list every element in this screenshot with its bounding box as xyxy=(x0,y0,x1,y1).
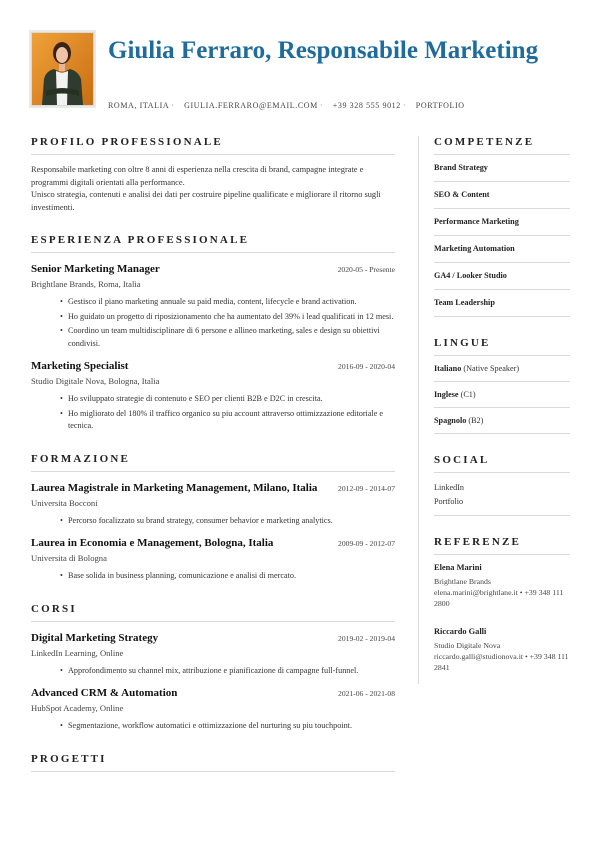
entry-provider: HubSpot Academy, Online xyxy=(31,703,124,713)
bullet-item: • Coordino un team multidisciplinare di 6 persone e allineo marketing, sales e design su obiettivi condivisi. xyxy=(60,325,395,350)
profile-line: Responsabile marketing con oltre 8 anni di esperienza nella crescita di brand, campagne integrate e programmi digitali orientati alla performance. xyxy=(31,165,364,187)
entry-bullets xyxy=(31,720,395,733)
section-title-references: REFERENZE xyxy=(434,536,570,555)
reference-company: Studio Digitale Nova xyxy=(434,641,501,650)
separator-dot: · xyxy=(171,101,175,110)
education-section xyxy=(31,453,395,583)
entry-institution: Universita di Bologna xyxy=(31,553,107,563)
entry-bullets xyxy=(31,570,395,583)
entry-bullets xyxy=(31,515,395,528)
entry-provider: LinkedIn Learning, Online xyxy=(31,647,124,658)
entry-course: Digital Marketing Strategy xyxy=(31,631,159,644)
sidebar xyxy=(434,136,570,673)
skill-item: GA4 / Looker Studio xyxy=(434,263,570,290)
section-title-education: FORMAZIONE xyxy=(31,453,395,472)
profile-photo xyxy=(31,32,94,106)
entry-organization: Studio Digitale Nova, Bologna, Italia xyxy=(31,376,160,386)
entry-dates: 2020-05 - Presente xyxy=(337,265,395,274)
social-link-linkedin[interactable]: LinkedIn xyxy=(434,483,465,492)
education-entry xyxy=(31,536,395,583)
reference-company: Brightlane Brands xyxy=(434,577,491,586)
entry-degree: Laurea in Economia e Management, Bologna, Italia xyxy=(31,537,274,549)
entry-dates: 2009-09 - 2012-07 xyxy=(338,539,395,548)
profile-section xyxy=(31,136,395,214)
language-level: (Native Speaker) xyxy=(463,364,520,373)
reference-contact: elena.marini@brightlane.it • +39 348 111 2800 xyxy=(434,588,564,608)
language-item xyxy=(434,408,570,434)
entry-organization: Brightlane Brands, Roma, Italia xyxy=(31,279,141,289)
entry-role: Senior Marketing Manager xyxy=(31,263,160,275)
courses-section xyxy=(31,603,395,733)
contact-email[interactable]: GIULIA.FERRARO@EMAIL.COM xyxy=(184,101,318,110)
entry-dates: 2021-06 - 2021-08 xyxy=(338,689,395,698)
bullet-item: • Base solida in business planning, comunicazione e analisi di mercato. xyxy=(60,570,395,583)
profile-summary xyxy=(31,164,395,214)
social-link-portfolio[interactable]: Portfolio xyxy=(434,497,464,506)
bullet-item: • Ho migliorato del 180% il traffico organico su piu account attraverso ottimizzazione editoriale e tecnica. xyxy=(60,408,395,433)
entry-dates: 2019-02 - 2019-04 xyxy=(338,633,395,643)
language-name: Italiano xyxy=(434,364,462,373)
language-name: Inglese xyxy=(434,390,459,399)
entry-bullets xyxy=(31,393,395,433)
bullet-item: • Ho guidato un progetto di riposizionamento che ha aumentato del 39% i lead qualificati in 12 mesi. xyxy=(60,311,395,324)
section-title-courses: CORSI xyxy=(31,603,395,622)
social-list xyxy=(434,473,570,516)
reference-contact: riccardo.galli@studionova.it • +39 348 111 2841 xyxy=(434,652,569,672)
language-name: Spagnolo xyxy=(434,416,467,425)
section-title-projects: PROGETTI xyxy=(31,753,395,772)
contact-location: ROMA, ITALIA xyxy=(108,101,170,110)
entry-bullets xyxy=(31,665,395,678)
section-title-profile: PROFILO PROFESSIONALE xyxy=(31,136,395,155)
education-entry xyxy=(31,481,395,528)
references-section xyxy=(434,536,570,673)
bullet-item: • Gestisco il piano marketing annuale su paid media, content, lifecycle e brand activation. xyxy=(60,296,395,309)
experience-section xyxy=(31,234,395,433)
skill-item: Performance Marketing xyxy=(434,209,570,236)
social-section xyxy=(434,454,570,516)
contact-phone[interactable]: +39 328 555 9012 xyxy=(332,101,401,110)
bullet-item: • Percorso focalizzato su brand strategy, consumer behavior e marketing analytics. xyxy=(60,515,395,528)
language-item xyxy=(434,382,570,408)
section-title-experience: ESPERIENZA PROFESSIONALE xyxy=(31,234,395,253)
bullet-item: • Segmentazione, workflow automatici e ottimizzazione del nurturing su piu touchpoint. xyxy=(60,720,395,733)
language-level: (B2) xyxy=(468,416,484,425)
languages-section xyxy=(434,337,570,434)
reference-name: Riccardo Galli xyxy=(434,627,487,636)
skill-item: SEO & Content xyxy=(434,182,570,209)
reference-item xyxy=(434,619,570,673)
course-entry xyxy=(31,686,395,733)
section-title-languages: LINGUE xyxy=(434,337,570,356)
entry-dates: 2016-09 - 2020-04 xyxy=(338,362,395,371)
bullet-item: • Ho sviluppato strategie di contenuto e SEO per clienti B2B e D2C in crescita. xyxy=(60,393,395,406)
projects-section xyxy=(31,753,395,772)
entry-institution: Universita Bocconi xyxy=(31,497,98,508)
section-title-skills: COMPETENZE xyxy=(434,136,570,155)
profile-line: Unisco strategia, contenuti e analisi dei dati per costruire pipeline qualificate e migliorare il ritorno sugli investimenti. xyxy=(31,190,381,212)
skill-item: Team Leadership xyxy=(434,290,570,317)
bullet-item: • Approfondimento su channel mix, attribuzione e pianificazione di campagne full-funnel. xyxy=(60,665,395,678)
separator-dot: · xyxy=(319,101,324,110)
reference-name: Elena Marini xyxy=(434,563,482,572)
section-title-social: SOCIAL xyxy=(434,454,570,473)
course-entry xyxy=(31,631,395,678)
experience-entry xyxy=(31,359,395,433)
contact-portfolio-link[interactable]: PORTFOLIO xyxy=(415,101,465,110)
entry-degree: Laurea Magistrale in Marketing Management, Milano, Italia xyxy=(31,481,318,494)
separator-dot: · xyxy=(402,101,407,110)
entry-course: Advanced CRM & Automation xyxy=(31,687,178,699)
reference-item xyxy=(434,555,570,609)
entry-bullets xyxy=(31,296,395,350)
portrait-image xyxy=(32,33,93,105)
skills-section xyxy=(434,136,570,317)
entry-dates: 2012-09 - 2014-07 xyxy=(338,483,395,493)
language-item xyxy=(434,356,570,382)
main-column xyxy=(31,136,395,772)
language-level: (C1) xyxy=(460,390,476,399)
candidate-name: Giulia Ferraro, Responsabile Marketing xyxy=(108,37,539,64)
skill-item: Brand Strategy xyxy=(434,155,570,182)
column-divider xyxy=(418,136,419,684)
contact-line xyxy=(108,101,578,110)
entry-role: Marketing Specialist xyxy=(31,360,129,372)
skill-item: Marketing Automation xyxy=(434,236,570,263)
experience-entry xyxy=(31,262,395,350)
